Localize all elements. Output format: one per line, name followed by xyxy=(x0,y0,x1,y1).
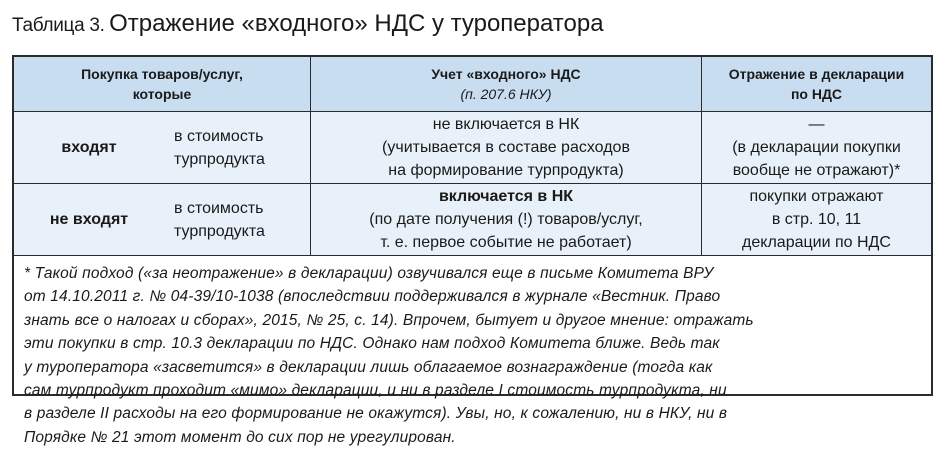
footnote-line: в разделе II расходы на его формирование не окажутся). Увы, но, к сожалению, ни в НКУ, ни в xyxy=(24,405,728,423)
row-vat-accounting: не включается в НК (учитывается в составе расходов на формирование турпродукта) xyxy=(311,112,702,183)
footnote-line: у туроператора «засветится» в декларации лишь облагаемое вознаграждение (тогда как xyxy=(24,358,713,376)
row-condition xyxy=(14,184,311,255)
row-cond: в стоимость турпродукта xyxy=(174,127,265,168)
table-header-row xyxy=(14,57,931,112)
row-key: входят xyxy=(61,139,117,156)
table-row xyxy=(14,184,931,256)
table-title xyxy=(12,10,604,44)
table-caption: Отражение «входного» НДС у туроператора xyxy=(109,10,604,37)
header-declaration: Отражение в декларации по НДС xyxy=(728,66,905,102)
footnote-line: знать все о налогах и сборах», 2015, № 25, с. 14). Впрочем, бытует и другое мнение: отражать xyxy=(24,311,754,329)
row-key: не входят xyxy=(49,211,129,228)
row-vat-accounting: включается в НК (по дате получения (!) товаров/услуг, т. е. первое событие не работает) xyxy=(311,184,702,255)
row-condition xyxy=(14,112,311,183)
footnote-line: от 14.10.2011 г. № 04-39/10-1038 (впоследствии поддерживался в журнале «Вестник. Право xyxy=(24,288,721,306)
footnote xyxy=(14,256,931,446)
table-row xyxy=(14,112,931,184)
table-number: Таблица 3. xyxy=(12,15,105,36)
row-declaration: покупки отражают в стр. 10, 11 декларации по НДС xyxy=(742,188,891,251)
footnote-line: эти покупки в стр. 10.3 декларации по НДС. Однако нам подход Комитета ближе. Ведь так xyxy=(24,335,720,353)
footnote-line: сам турпродукт проходит «мимо» декларации, и ни в разделе I стоимость турпродукта, ни xyxy=(24,382,727,400)
row-cond: в стоимость турпродукта xyxy=(174,199,265,240)
header-purchase: Покупка товаров/услуг, которые xyxy=(14,57,311,111)
footnote-line: Порядке № 21 этот момент до сих пор не урегулирован. xyxy=(24,428,456,446)
vat-table xyxy=(12,55,933,446)
footnote-line: * Такой подход («за неотражение» в декларации) озвучивался еще в письме Комитета ВРУ xyxy=(24,265,714,282)
header-input-vat: Учет «входного» НДС (п. 207.6 НКУ) xyxy=(311,57,702,111)
row-declaration: — (в декларации покупки вообще не отражают)* xyxy=(732,116,901,179)
